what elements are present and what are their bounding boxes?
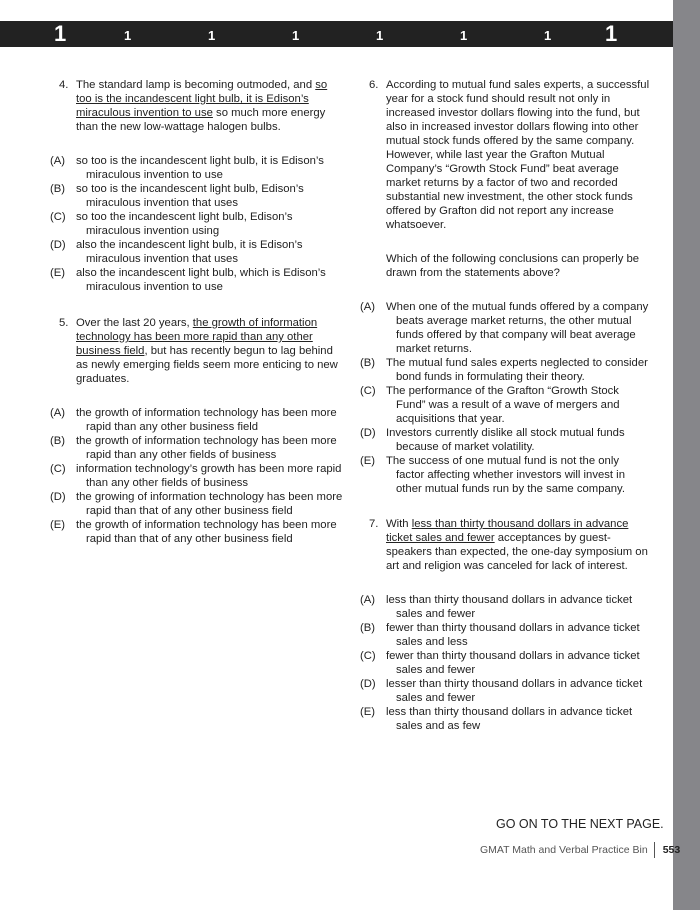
- option-text: The mutual fund sales experts neglected to consider bond funds in formulating their theory.: [386, 357, 648, 383]
- option-text: information technology’s growth has been more rapid than any other fields of business: [76, 463, 342, 489]
- answer-option[interactable]: [360, 705, 650, 733]
- answer-option[interactable]: [360, 356, 650, 384]
- question-number: 4.: [59, 79, 69, 91]
- answer-option[interactable]: [360, 649, 650, 677]
- section-header-bar: [0, 21, 673, 47]
- option-label: (D): [360, 678, 376, 690]
- option-label: (B): [360, 357, 376, 369]
- question-number: 5.: [59, 317, 69, 329]
- stem-text: acceptances by guest-speakers than expected, the one-day symposium on art and religion was canceled for lack of interest.: [386, 532, 648, 572]
- answer-option[interactable]: [50, 462, 346, 490]
- option-label: (C): [360, 385, 376, 397]
- section-mark: 1: [124, 28, 132, 43]
- answer-option[interactable]: [50, 518, 346, 546]
- section-mark: 1: [460, 28, 468, 43]
- option-label: (D): [50, 239, 66, 251]
- option-text: less than thirty thousand dollars in advance ticket sales and as few: [386, 706, 633, 732]
- stem-text: The standard lamp is becoming outmoded, and: [76, 79, 316, 91]
- answer-option[interactable]: [50, 238, 346, 266]
- option-text: also the incandescent light bulb, it is Edison’s miraculous invention that uses: [76, 239, 303, 265]
- option-text: the growth of information technology has been more rapid than any other business field: [76, 407, 337, 433]
- option-label: (E): [360, 706, 376, 718]
- question-number: 6.: [369, 79, 379, 91]
- option-text: When one of the mutual funds offered by a company beats average market returns, the other mutual funds offered by that company will beat average market returns.: [386, 301, 649, 355]
- answer-option[interactable]: [50, 154, 346, 182]
- book-title: GMAT Math and Verbal Practice Bin: [480, 843, 648, 856]
- option-text: also the incandescent light bulb, which is Edison’s miraculous invention to use: [76, 267, 326, 293]
- question-stem: [50, 78, 346, 134]
- answer-option[interactable]: [360, 593, 650, 621]
- underlined-portion: the growth of information technology has been more rapid than any other business field: [76, 317, 318, 357]
- answer-option[interactable]: [360, 621, 650, 649]
- option-label: (A): [360, 594, 376, 606]
- option-label: (E): [360, 455, 376, 467]
- answer-options: [360, 593, 650, 733]
- option-label: (D): [50, 491, 66, 503]
- option-text: the growth of information technology has been more rapid than any other fields of business: [76, 435, 337, 461]
- option-label: (D): [360, 427, 376, 439]
- option-label: (B): [360, 622, 376, 634]
- option-text: so too is the incandescent light bulb, it is Edison’s miraculous invention to use: [76, 155, 324, 181]
- question-5: [50, 316, 346, 546]
- answer-option[interactable]: [360, 454, 650, 496]
- option-text: so too the incandescent light bulb, Edison’s miraculous invention using: [76, 211, 293, 237]
- answer-option[interactable]: [360, 426, 650, 454]
- section-mark: 1: [544, 28, 552, 43]
- section-mark: 1: [292, 28, 300, 43]
- answer-option[interactable]: [50, 434, 346, 462]
- question-number: 7.: [369, 518, 379, 530]
- stem-text: With: [386, 518, 412, 530]
- option-label: (C): [50, 463, 66, 475]
- option-label: (C): [50, 211, 66, 223]
- question-prompt: Which of the following conclusions can properly be drawn from the statements above?: [386, 253, 640, 279]
- answer-option[interactable]: [360, 384, 650, 426]
- option-label: (B): [50, 435, 66, 447]
- stem-text: so much more energy than the new low-wattage halogen bulbs.: [76, 107, 326, 133]
- option-text: Investors currently dislike all stock mutual funds because of market volatility.: [386, 427, 625, 453]
- option-label: (C): [360, 650, 376, 662]
- option-label: (E): [50, 267, 66, 279]
- option-label: (B): [50, 183, 66, 195]
- stem-text: Over the last 20 years,: [76, 317, 193, 329]
- option-text: lesser than thirty thousand dollars in advance ticket sales and fewer: [386, 678, 643, 704]
- page-edge-tab: [673, 0, 700, 910]
- option-text: The performance of the Grafton “Growth Stock Fund” was a result of a wave of mergers and acquisitions that year.: [386, 385, 620, 425]
- question-stem: [360, 517, 650, 573]
- section-mark: 1: [376, 28, 384, 43]
- question-stem: [50, 316, 346, 386]
- option-text: less than thirty thousand dollars in advance ticket sales and fewer: [386, 594, 633, 620]
- option-text: The success of one mutual fund is not the only factor affecting whether investors will invest in other mutual funds run by the same company.: [386, 455, 625, 495]
- option-label: (A): [360, 301, 376, 313]
- underlined-portion: less than thirty thousand dollars in advance ticket sales and fewer: [386, 518, 629, 544]
- answer-option[interactable]: [50, 182, 346, 210]
- answer-options: [360, 300, 650, 496]
- option-text: so too is the incandescent light bulb, Edison’s miraculous invention that uses: [76, 183, 304, 209]
- answer-option[interactable]: [50, 210, 346, 238]
- page-number: 553: [662, 843, 681, 856]
- question-4: [50, 78, 346, 294]
- option-label: (A): [50, 155, 66, 167]
- answer-option[interactable]: [360, 677, 650, 705]
- answer-options: [50, 406, 346, 546]
- question-6: [360, 78, 650, 496]
- stem-text: , but has recently begun to lag behind as newly emerging fields seem more enticing to new graduates.: [76, 345, 338, 385]
- question-7: [360, 517, 650, 733]
- option-label: (E): [50, 519, 66, 531]
- option-text: the growing of information technology has been more rapid than that of any other business field: [76, 491, 343, 517]
- answer-option[interactable]: [50, 406, 346, 434]
- answer-option[interactable]: [360, 300, 650, 356]
- option-label: (A): [50, 407, 66, 419]
- underlined-portion: so too is the incandescent light bulb, it is Edison’s miraculous invention to use: [76, 79, 328, 119]
- section-mark: 1: [605, 21, 618, 46]
- section-mark: 1: [54, 21, 67, 46]
- answer-option[interactable]: [50, 266, 346, 294]
- go-on-notice: GO ON TO THE NEXT PAGE.: [496, 817, 664, 831]
- page-footer: [480, 842, 680, 858]
- question-stem: [360, 78, 650, 232]
- stem-text: According to mutual fund sales experts, a successful year for a stock fund should result not only in increased investor dollars flowing into the fund, but also in increased investor dollars flowing into other mutual stock funds offered by the same company. However, while last year the Grafton Mutual Company’s “Growth Stock Fund” beat average market returns by a factor of two and recorded substantial new investment, the other stock funds offered by Grafton did not report any increase whatsoever.: [386, 79, 650, 231]
- option-text: fewer than thirty thousand dollars in advance ticket sales and less: [386, 622, 640, 648]
- option-text: fewer than thirty thousand dollars in advance ticket sales and fewer: [386, 650, 640, 676]
- answer-option[interactable]: [50, 490, 346, 518]
- section-mark: 1: [208, 28, 216, 43]
- divider: [654, 842, 655, 858]
- option-text: the growth of information technology has been more rapid than that of any other business field: [76, 519, 337, 545]
- answer-options: [50, 154, 346, 294]
